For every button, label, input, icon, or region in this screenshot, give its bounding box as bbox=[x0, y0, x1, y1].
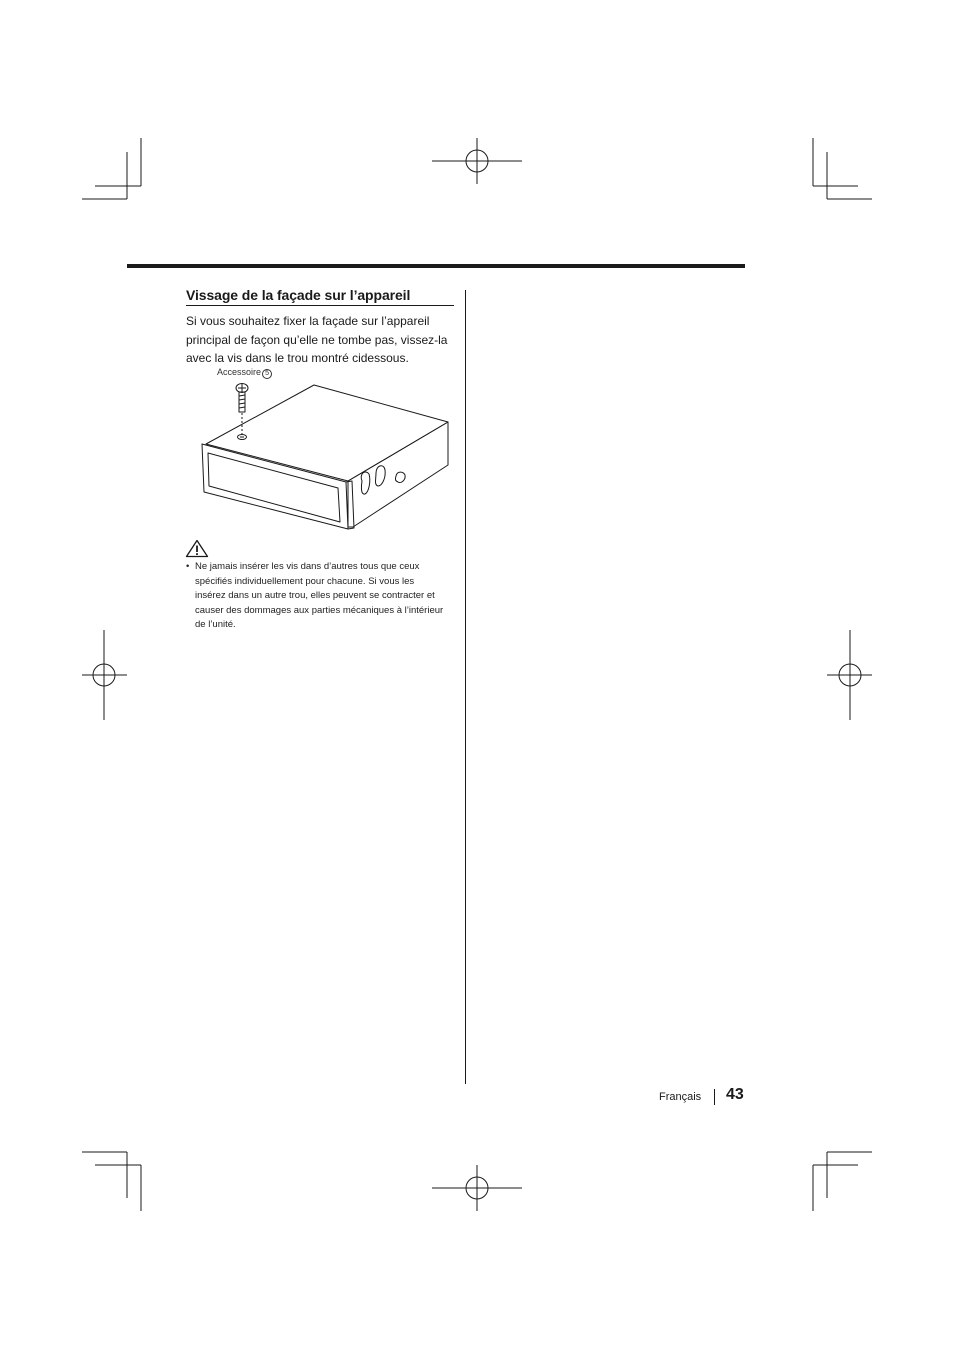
accessory-number-badge: 5 bbox=[262, 369, 272, 379]
faceplate-screw-illustration bbox=[196, 364, 452, 534]
column-divider bbox=[465, 290, 466, 1084]
section-title: Vissage de la façade sur l’appareil bbox=[186, 287, 454, 306]
page-number: 43 bbox=[726, 1086, 744, 1103]
caution-list bbox=[186, 560, 444, 633]
section-body: Si vous souhaitez fixer la façade sur l’appareil principal de façon qu’elle ne tombe pas, vissez-la avec la vis dans le trou montré cidessous. bbox=[186, 314, 448, 365]
figure-caption-text: Accessoire bbox=[217, 367, 262, 377]
footer-separator bbox=[714, 1089, 715, 1105]
warning-triangle-icon bbox=[185, 539, 209, 558]
header-rule bbox=[127, 264, 745, 268]
screw-icon bbox=[236, 384, 248, 413]
caution-item: • Ne jamais insérer les vis dans d’autres tous que ceux spécifiés individuellement pour chacune. Si vous les insérez dans un autre trou, elles peuvent se contracter et causer des dommages aux parties mécaniques à l’intérieur de l’unité. bbox=[186, 560, 444, 633]
footer-language: Français bbox=[659, 1091, 702, 1103]
